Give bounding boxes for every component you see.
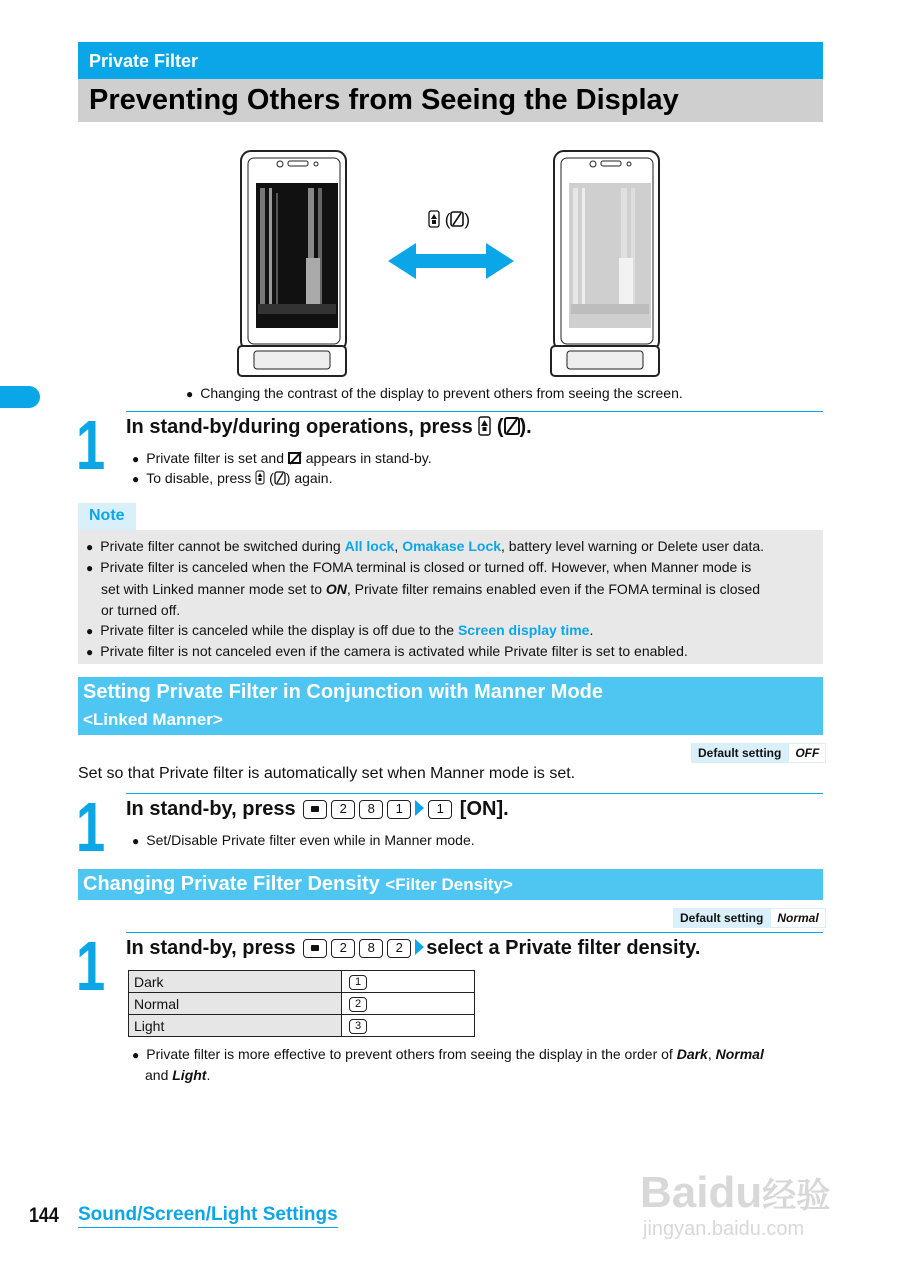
density-key: 2 xyxy=(349,997,367,1012)
filter-key-icon xyxy=(478,416,491,436)
section-subtitle: <Filter Density> xyxy=(385,875,513,894)
default-setting-label: Default setting xyxy=(691,743,788,763)
key-2: 2 xyxy=(331,939,355,958)
step1-bullet-disable: ● To disable, press ( ) again. xyxy=(132,470,332,486)
key-1: 1 xyxy=(387,800,411,819)
key-8: 8 xyxy=(359,800,383,819)
watermark-url: jingyan.baidu.com xyxy=(643,1218,805,1240)
step-number: 1 xyxy=(76,788,106,866)
key-1: 1 xyxy=(428,800,452,819)
menu-key-icon xyxy=(310,805,320,813)
section-title: Changing Private Filter Density <Filter Density> xyxy=(83,873,513,895)
section-label: Private Filter xyxy=(89,51,199,71)
step1-title: In stand-by/during operations, press ( ). xyxy=(126,416,532,438)
note-item: ● Private filter is canceled when the FOMA terminal is closed or turned off. However, when Manner mode is set with Linked manner mode set to ON, Private filter remains enabled even if the FOMA terminal is closed or turned off. xyxy=(86,557,760,621)
key-2: 2 xyxy=(331,800,355,819)
step-divider xyxy=(126,793,823,794)
section-subtitle: <Linked Manner> xyxy=(83,710,223,729)
note-box xyxy=(78,530,823,664)
toggle-arrow xyxy=(388,243,514,279)
step-divider xyxy=(126,932,823,933)
caption-bullet: ● Changing the contrast of the display to prevent others from seeing the screen. xyxy=(186,385,683,401)
default-setting-value: OFF xyxy=(788,743,826,763)
step-number: 1 xyxy=(76,406,106,484)
filter-key-label: ( ) xyxy=(428,210,470,230)
chapter-link[interactable]: Sound/Screen/Light Settings xyxy=(78,1204,338,1228)
table-row xyxy=(129,993,475,1015)
density-key: 3 xyxy=(349,1019,367,1034)
filter-key-icon xyxy=(255,470,265,485)
menu-key-icon xyxy=(310,944,320,952)
section-title: Setting Private Filter in Conjunction with Manner Mode xyxy=(83,681,604,703)
density-option-label: Dark xyxy=(129,971,342,993)
note-item: ● Private filter is not canceled even if the camera is activated while Private filter is set to enabled. xyxy=(86,641,688,663)
linked-intro-text: Set so that Private filter is automatically set when Manner mode is set. xyxy=(78,765,576,782)
menu-key xyxy=(303,800,327,819)
illustration-caption xyxy=(186,385,683,401)
density-key: 1 xyxy=(349,975,367,990)
section-header-bar xyxy=(78,42,823,79)
watermark-logo: Baidu经验 xyxy=(640,1168,831,1217)
phone-normal-image xyxy=(238,151,346,376)
key-2: 2 xyxy=(387,939,411,958)
key-8: 8 xyxy=(359,939,383,958)
filter-density-section-bar xyxy=(78,869,823,900)
linked-step-bullet: ● Set/Disable Private filter even while in Manner mode. xyxy=(132,832,475,848)
table-row xyxy=(129,971,475,993)
note-label: Note xyxy=(89,507,125,524)
note-item: ● Private filter is canceled while the display is off due to the Screen display time. xyxy=(86,620,593,642)
screen-display-time-link[interactable]: Screen display time xyxy=(457,622,590,638)
private-filter-symbol-icon xyxy=(504,417,520,435)
next-arrow-icon xyxy=(415,800,424,816)
private-filter-symbol-icon xyxy=(450,211,464,227)
menu-key xyxy=(303,939,327,958)
default-setting-box xyxy=(691,743,826,763)
chapter-side-tab xyxy=(0,386,40,408)
page-title: Preventing Others from Seeing the Display xyxy=(89,84,679,116)
note-item: ● Private filter cannot be switched during All lock, Omakase Lock, battery level warning or Delete user data. xyxy=(86,536,764,558)
phone-illustration xyxy=(236,148,666,380)
linked-manner-section-bar xyxy=(78,677,823,735)
filter-key-icon xyxy=(428,210,440,228)
density-step-title: In stand-by, press 2 8 2 select a Private filter density. xyxy=(126,937,701,959)
all-lock-link[interactable]: All lock xyxy=(344,538,395,554)
step1-bullet-set: ● Private filter is set and appears in stand-by. xyxy=(132,450,432,466)
default-setting-label: Default setting xyxy=(673,908,770,928)
page-title-bar xyxy=(78,79,823,122)
density-option-label: Normal xyxy=(129,993,342,1015)
density-table xyxy=(128,970,475,1037)
density-option-label: Light xyxy=(129,1015,342,1037)
default-setting-value: Normal xyxy=(770,908,825,928)
private-filter-symbol-icon xyxy=(274,471,286,485)
step-number: 1 xyxy=(76,927,106,1005)
private-filter-status-icon xyxy=(288,451,302,465)
next-arrow-icon xyxy=(415,939,424,955)
omakase-lock-link[interactable]: Omakase Lock xyxy=(402,538,502,554)
table-row xyxy=(129,1015,475,1037)
step-divider xyxy=(126,411,823,412)
page-number: 144 xyxy=(29,1204,59,1227)
linked-step-title: In stand-by, press 2 8 1 1 [ON]. xyxy=(126,798,509,820)
note-tab xyxy=(78,503,136,530)
default-setting-box xyxy=(673,908,826,928)
density-bullet: ● Private filter is more effective to prevent others from seeing the display in the order of Dark, Normal and Light. xyxy=(132,1044,764,1085)
phone-filtered-image xyxy=(551,151,659,376)
